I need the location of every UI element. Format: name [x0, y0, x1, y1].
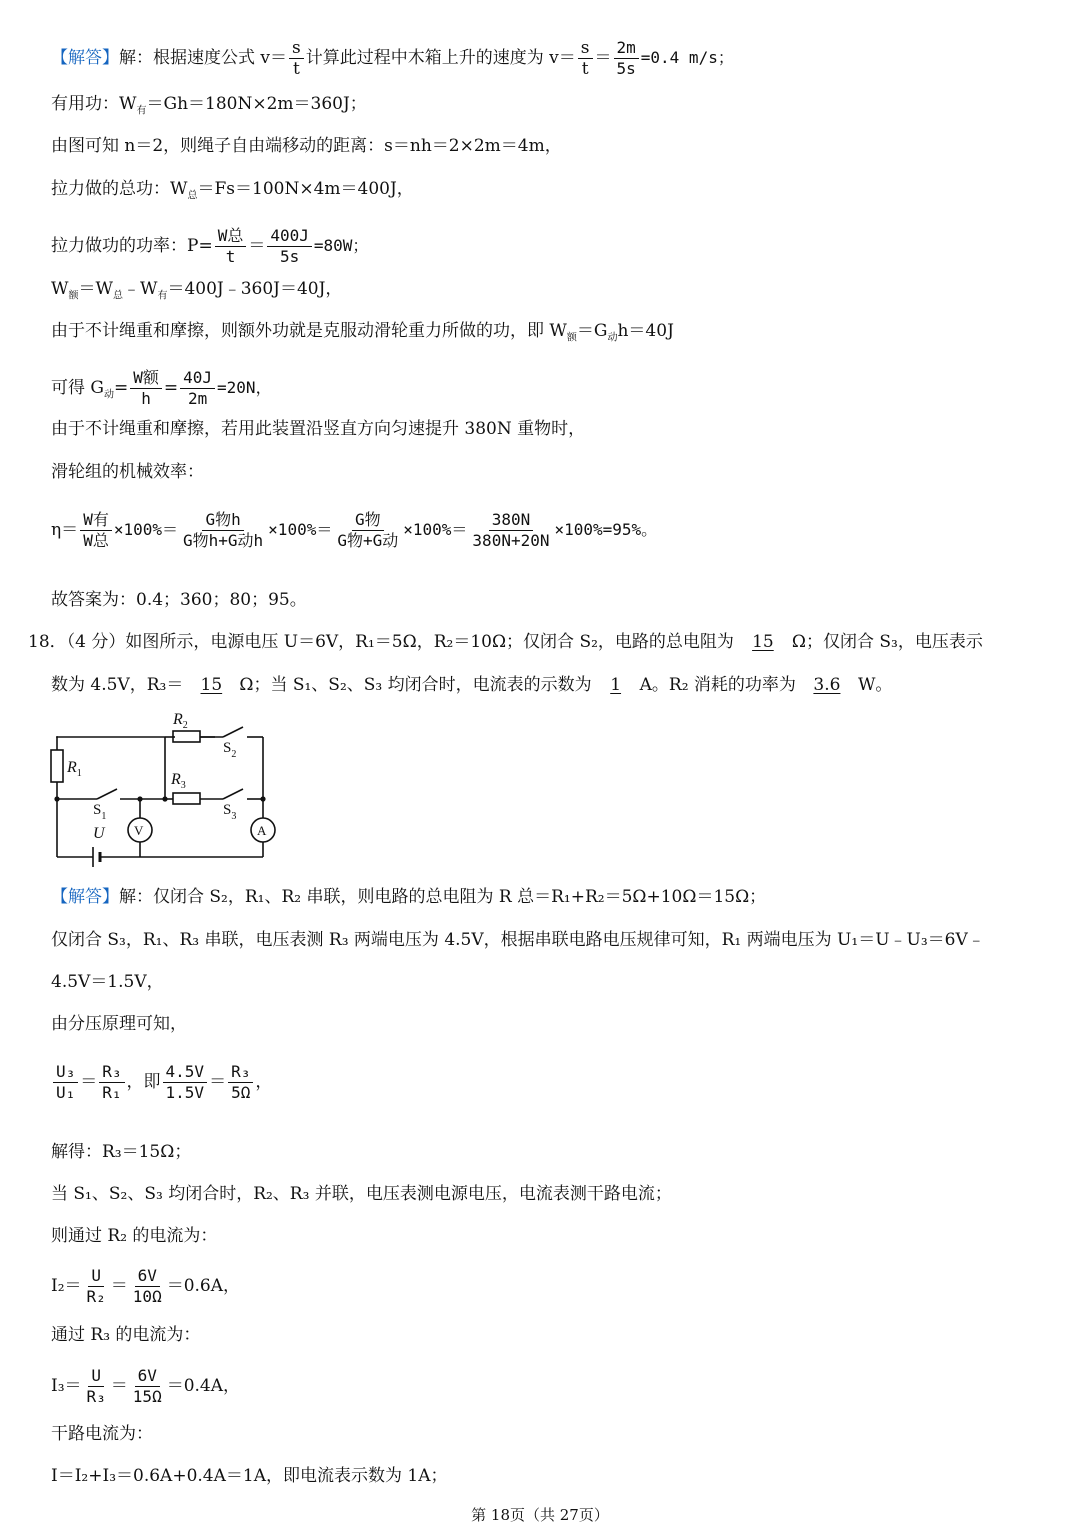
resistor-r2: [173, 731, 200, 742]
fraction: $\frac{\text{G物h}}{\text{G物h+G动h}}$: [183, 510, 264, 550]
resistor-r3: [173, 793, 200, 804]
fraction: $\frac{2m}{5s}$: [614, 38, 639, 79]
prev-line-1: 【解答】解：根据速度公式 v＝ $\frac{s}{t}$ 计算此过程中木箱上升的速度为 v＝ $\frac{s}{t}$ ＝ $\frac{2m}{5s}$ =0.4 m/s；: [51, 38, 734, 79]
svg-text:R2: $R_2$: [173, 711, 188, 731]
fraction: $\frac{\text{R₃}}{\text{R₁}}$: [99, 1062, 124, 1103]
sol-line-8: 则通过 R₂ 的电流为：: [51, 1226, 218, 1246]
svg-text:A: A: [257, 823, 267, 838]
q18-line-1: 18．（4 分）如图所示，电源电压 U＝6V，R₁＝5Ω，R₂＝10Ω；仅闭合 S₂，电路的总电阻为 15 Ω；仅闭合 S₃，电压表示: [28, 632, 983, 652]
svg-text:V: V: [134, 823, 144, 838]
sol-line-7: 当 S₁、S₂、S₃ 均闭合时，R₂、R₃ 并联，电压表测电源电压，电流表测干路电流；: [51, 1184, 672, 1204]
svg-text:S2: $S_2$: [223, 740, 237, 760]
sol-line-2: 仅闭合 S₃，R₁、R₃ 串联，电压表测 R₃ 两端电压为 4.5V，根据串联电路电压规律可知，R₁ 两端电压为 U₁＝U﹣U₃＝6V﹣: [51, 930, 985, 950]
i3-formula: I₃＝ $\frac{U}{\text{R₃}}$ ＝ $\frac{6V}{15\Omega}$ ＝0.4A，: [51, 1366, 241, 1406]
fraction: $\frac{6V}{10\Omega}$: [132, 1266, 162, 1306]
answer-blank: 15: [752, 632, 774, 652]
page-footer: 第 18页（共 27页）: [471, 1506, 609, 1524]
prev-line-9: 由于不计绳重和摩擦，若用此装置沿竖直方向匀速提升 380N 重物时，: [51, 419, 586, 439]
answer-blank: 15: [200, 675, 223, 695]
fraction: $\frac{6V}{15\Omega}$: [132, 1366, 162, 1406]
prev-line-7: 由于不计绳重和摩擦，则额外功就是克服动滑轮重力所做的功，即 $W_额=G_动h=40J$: [51, 321, 674, 344]
svg-text:R1: $R_1$: [67, 759, 82, 779]
fraction: $\frac{\text{R₃}}{5\Omega}$: [228, 1062, 253, 1103]
fraction: $\frac{\text{W有}}{\text{W总}}$: [80, 510, 112, 551]
fraction: $\frac{\text{W额}}{h}$: [130, 368, 162, 409]
sol-line-4: 由分压原理可知，: [51, 1014, 187, 1034]
fraction: $\frac{s}{t}$: [289, 38, 304, 79]
fraction: $\frac{40J}{2m}$: [180, 368, 215, 409]
svg-text:U: U: [93, 825, 105, 842]
sol-line-12: 干路电流为：: [51, 1424, 153, 1444]
sol-line-1: 【解答】解：仅闭合 S₂，R₁、R₂ 串联，则电路的总电阻为 R 总＝R₁+R₂＝5Ω+10Ω＝15Ω；: [51, 887, 767, 907]
prev-line-5: 拉力做功的功率：P= $\frac{\text{W总}}{t}$ ＝ $\frac{400J}{5s}$ =80W；: [51, 226, 369, 266]
fraction: $\frac{4.5V}{1.5V}$: [163, 1062, 208, 1103]
fraction: $\frac{U}{\text{R₃}}$: [86, 1366, 106, 1406]
fraction: $\frac{\text{W总}}{t}$: [215, 226, 247, 267]
prev-line-8: 可得 $G_动=$ $\frac{\text{W额}}{h}$ = $\frac{40J}{2m}$ =20N，: [51, 368, 272, 408]
fraction: $\frac{400J}{5s}$: [267, 226, 312, 267]
prev-line-2: 有用功：$W_有=Gh=180N\times 2m=360J$；: [51, 94, 367, 117]
sol-line-6: 解得：R₃＝15Ω；: [51, 1142, 192, 1162]
resistor-r1: [51, 750, 63, 782]
fraction: $\frac{U}{\text{R₂}}$: [86, 1266, 106, 1306]
answer-tag: 【解答】: [51, 887, 119, 907]
prev-line-3: 由图可知 n＝2，则绳子自由端移动的距离：s＝nh＝2×2m＝4m，: [51, 136, 562, 156]
fraction: $\frac{\text{G物}}{\text{G物+G动}}$: [337, 510, 399, 550]
sol-line-3: 4.5V＝1.5V，: [51, 972, 164, 992]
ratio-formula: $\frac{\text{U₃}}{\text{U₁}}$ ＝ $\frac{\text{R₃}}{\text{R₁}}$ ，即 $\frac{4.5V}{1.5V}$ ＝ $\frac{\text{R₃}}{5\Omega}$ ，: [51, 1062, 272, 1103]
sol-line-10: 通过 R₃ 的电流为：: [51, 1325, 201, 1345]
prev-line-10: 滑轮组的机械效率：: [51, 462, 204, 482]
sol-line-13: I＝I₂+I₃＝0.6A+0.4A＝1A，即电流表示数为 1A；: [51, 1466, 448, 1486]
fraction: $\frac{\text{U₃}}{\text{U₁}}$: [53, 1062, 78, 1103]
q18-line-2: 数为 4.5V，R₃＝ 15 Ω；当 S₁、S₂、S₃ 均闭合时，电流表的示数为 1 A。R₂ 消耗的功率为 3.6 W。: [51, 675, 893, 695]
efficiency-formula: η＝ $\frac{\text{W有}}{\text{W总}}$ ×100%＝ $\frac{\text{G物h}}{\text{G物h+G动h}}$ ×100%＝ $\frac{\text{G物}}{\text{G物+G动}}$ ×100%＝ $\frac{380N}{380N+20N}$ ×100%=95%。: [51, 510, 658, 550]
i2-formula: I₂＝ $\frac{U}{\text{R₂}}$ ＝ $\frac{6V}{10\Omega}$ ＝0.6A，: [51, 1266, 241, 1306]
fraction: $\frac{s}{t}$: [578, 38, 593, 79]
svg-text:S3: $S_3$: [223, 802, 237, 822]
svg-text:S1: $S_1$: [93, 802, 107, 822]
answer-tag: 【解答】: [51, 48, 119, 68]
answer-blank: 3.6: [813, 675, 841, 695]
prev-line-4: 拉力做的总功：$W_总=Fs=100N\times 4m=400J$，: [51, 179, 414, 202]
prev-answer-summary: 故答案为：0.4；360；80；95。: [51, 590, 307, 610]
prev-line-6: $W_额=W_总﹣W_有=400J﹣360J=40J$，: [51, 279, 343, 302]
fraction: $\frac{380N}{380N+20N}$: [472, 510, 550, 550]
circuit-diagram: [45, 702, 285, 867]
answer-blank: 1: [610, 675, 622, 695]
svg-text:R3: $R_3$: [171, 771, 186, 791]
